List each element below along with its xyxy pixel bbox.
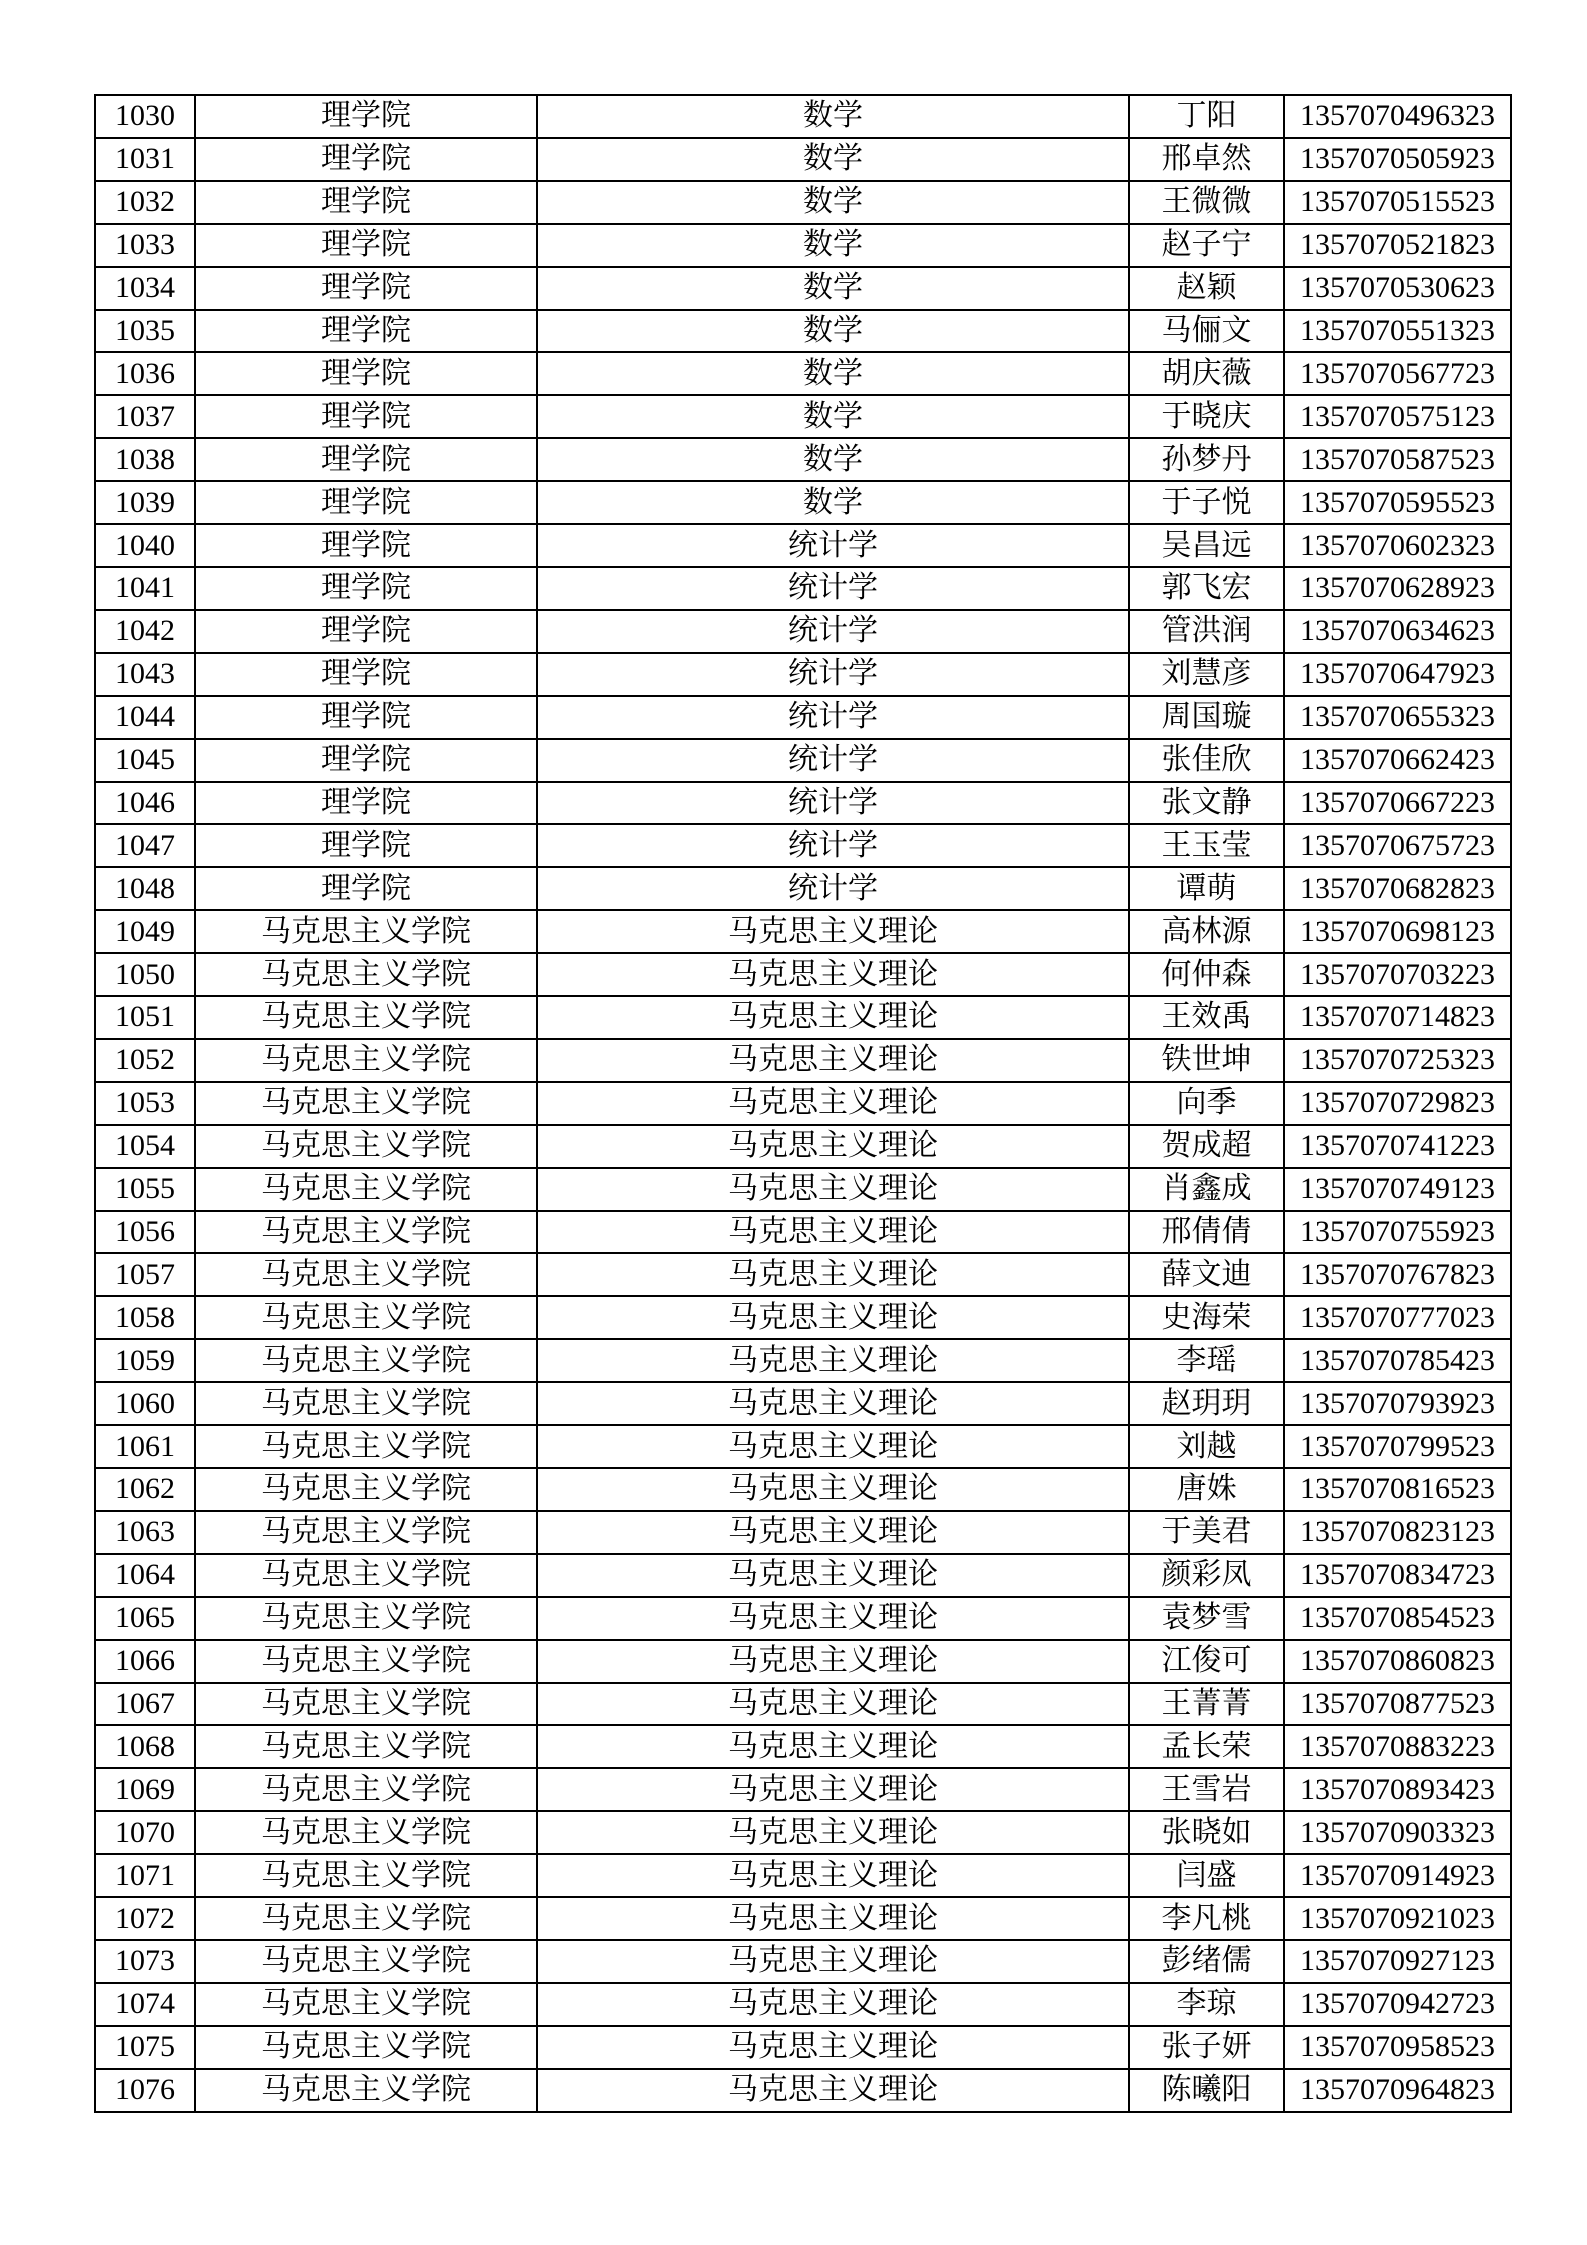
- candidate-table-body: [95, 95, 1511, 2112]
- table-row: [95, 1211, 1511, 1254]
- phone-number-cell: 1357070634623: [1284, 610, 1511, 653]
- candidate-name-cell: 铁世坤: [1129, 1039, 1284, 1082]
- candidate-name-cell: 贺成超: [1129, 1125, 1284, 1168]
- serial-number-cell: 1060: [95, 1382, 195, 1425]
- phone-number-cell: 1357070964823: [1284, 2069, 1511, 2112]
- college-cell: 理学院: [195, 181, 537, 224]
- college-cell: 理学院: [195, 567, 537, 610]
- candidate-name-cell: 胡庆薇: [1129, 352, 1284, 395]
- phone-number-cell: 1357070914923: [1284, 1854, 1511, 1897]
- phone-number-cell: 1357070575123: [1284, 395, 1511, 438]
- major-cell: 马克思主义理论: [537, 1511, 1129, 1554]
- college-cell: 理学院: [195, 610, 537, 653]
- major-cell: 马克思主义理论: [537, 1211, 1129, 1254]
- college-cell: 理学院: [195, 739, 537, 782]
- phone-number-cell: 1357070893423: [1284, 1768, 1511, 1811]
- phone-number-cell: 1357070793923: [1284, 1382, 1511, 1425]
- major-cell: 统计学: [537, 867, 1129, 910]
- phone-number-cell: 1357070777023: [1284, 1296, 1511, 1339]
- table-row: [95, 1082, 1511, 1125]
- major-cell: 马克思主义理论: [537, 1768, 1129, 1811]
- candidate-name-cell: 李瑶: [1129, 1339, 1284, 1382]
- serial-number-cell: 1062: [95, 1468, 195, 1511]
- college-cell: 马克思主义学院: [195, 1768, 537, 1811]
- candidate-name-cell: 陈曦阳: [1129, 2069, 1284, 2112]
- candidate-name-cell: 张文静: [1129, 782, 1284, 825]
- table-row: [95, 696, 1511, 739]
- candidate-name-cell: 张晓如: [1129, 1811, 1284, 1854]
- candidate-name-cell: 郭飞宏: [1129, 567, 1284, 610]
- major-cell: 马克思主义理论: [537, 1168, 1129, 1211]
- table-row: [95, 1897, 1511, 1940]
- candidate-name-cell: 彭绪儒: [1129, 1940, 1284, 1983]
- college-cell: 马克思主义学院: [195, 2069, 537, 2112]
- table-row: [95, 1125, 1511, 1168]
- phone-number-cell: 1357070682823: [1284, 867, 1511, 910]
- candidate-name-cell: 高林源: [1129, 910, 1284, 953]
- serial-number-cell: 1065: [95, 1597, 195, 1640]
- serial-number-cell: 1064: [95, 1554, 195, 1597]
- phone-number-cell: 1357070587523: [1284, 438, 1511, 481]
- phone-number-cell: 1357070714823: [1284, 996, 1511, 1039]
- serial-number-cell: 1056: [95, 1211, 195, 1254]
- major-cell: 数学: [537, 395, 1129, 438]
- college-cell: 马克思主义学院: [195, 1725, 537, 1768]
- table-row: [95, 1640, 1511, 1683]
- candidate-name-cell: 向季: [1129, 1082, 1284, 1125]
- major-cell: 马克思主义理论: [537, 1039, 1129, 1082]
- candidate-name-cell: 史海荣: [1129, 1296, 1284, 1339]
- candidate-name-cell: 张子妍: [1129, 2026, 1284, 2069]
- candidate-name-cell: 王菁菁: [1129, 1683, 1284, 1726]
- major-cell: 马克思主义理论: [537, 996, 1129, 1039]
- major-cell: 统计学: [537, 567, 1129, 610]
- serial-number-cell: 1063: [95, 1511, 195, 1554]
- candidate-name-cell: 于美君: [1129, 1511, 1284, 1554]
- serial-number-cell: 1059: [95, 1339, 195, 1382]
- candidate-name-cell: 唐姝: [1129, 1468, 1284, 1511]
- phone-number-cell: 1357070602323: [1284, 524, 1511, 567]
- serial-number-cell: 1037: [95, 395, 195, 438]
- phone-number-cell: 1357070655323: [1284, 696, 1511, 739]
- major-cell: 数学: [537, 310, 1129, 353]
- phone-number-cell: 1357070703223: [1284, 953, 1511, 996]
- college-cell: 理学院: [195, 696, 537, 739]
- serial-number-cell: 1034: [95, 267, 195, 310]
- college-cell: 马克思主义学院: [195, 1640, 537, 1683]
- major-cell: 马克思主义理论: [537, 1253, 1129, 1296]
- candidate-name-cell: 邢倩倩: [1129, 1211, 1284, 1254]
- candidate-name-cell: 张佳欣: [1129, 739, 1284, 782]
- college-cell: 马克思主义学院: [195, 1168, 537, 1211]
- major-cell: 马克思主义理论: [537, 1640, 1129, 1683]
- table-row: [95, 824, 1511, 867]
- candidate-name-cell: 李凡桃: [1129, 1897, 1284, 1940]
- phone-number-cell: 1357070785423: [1284, 1339, 1511, 1382]
- candidate-name-cell: 江俊可: [1129, 1640, 1284, 1683]
- table-row: [95, 996, 1511, 1039]
- table-row: [95, 1854, 1511, 1897]
- serial-number-cell: 1039: [95, 481, 195, 524]
- major-cell: 数学: [537, 138, 1129, 181]
- table-row: [95, 1425, 1511, 1468]
- phone-number-cell: 1357070927123: [1284, 1940, 1511, 1983]
- table-row: [95, 1039, 1511, 1082]
- candidate-name-cell: 马俪文: [1129, 310, 1284, 353]
- phone-number-cell: 1357070647923: [1284, 653, 1511, 696]
- candidate-name-cell: 闫盛: [1129, 1854, 1284, 1897]
- college-cell: 马克思主义学院: [195, 1940, 537, 1983]
- serial-number-cell: 1035: [95, 310, 195, 353]
- candidate-name-cell: 赵颖: [1129, 267, 1284, 310]
- phone-number-cell: 1357070767823: [1284, 1253, 1511, 1296]
- phone-number-cell: 1357070729823: [1284, 1082, 1511, 1125]
- candidate-name-cell: 王雪岩: [1129, 1768, 1284, 1811]
- major-cell: 统计学: [537, 610, 1129, 653]
- serial-number-cell: 1076: [95, 2069, 195, 2112]
- major-cell: 统计学: [537, 824, 1129, 867]
- serial-number-cell: 1048: [95, 867, 195, 910]
- phone-number-cell: 1357070816523: [1284, 1468, 1511, 1511]
- candidate-name-cell: 谭萌: [1129, 867, 1284, 910]
- serial-number-cell: 1046: [95, 782, 195, 825]
- table-row: [95, 181, 1511, 224]
- phone-number-cell: 1357070628923: [1284, 567, 1511, 610]
- candidate-name-cell: 于晓庆: [1129, 395, 1284, 438]
- serial-number-cell: 1031: [95, 138, 195, 181]
- college-cell: 马克思主义学院: [195, 1897, 537, 1940]
- serial-number-cell: 1041: [95, 567, 195, 610]
- table-row: [95, 310, 1511, 353]
- serial-number-cell: 1051: [95, 996, 195, 1039]
- major-cell: 马克思主义理论: [537, 953, 1129, 996]
- college-cell: 马克思主义学院: [195, 1296, 537, 1339]
- table-row: [95, 1339, 1511, 1382]
- table-row: [95, 138, 1511, 181]
- major-cell: 统计学: [537, 739, 1129, 782]
- table-row: [95, 1597, 1511, 1640]
- major-cell: 马克思主义理论: [537, 1940, 1129, 1983]
- table-row: [95, 610, 1511, 653]
- serial-number-cell: 1049: [95, 910, 195, 953]
- serial-number-cell: 1070: [95, 1811, 195, 1854]
- major-cell: 马克思主义理论: [537, 1683, 1129, 1726]
- candidate-name-cell: 孙梦丹: [1129, 438, 1284, 481]
- table-row: [95, 567, 1511, 610]
- major-cell: 数学: [537, 224, 1129, 267]
- college-cell: 马克思主义学院: [195, 1854, 537, 1897]
- table-row: [95, 1168, 1511, 1211]
- college-cell: 马克思主义学院: [195, 1425, 537, 1468]
- phone-number-cell: 1357070521823: [1284, 224, 1511, 267]
- major-cell: 马克思主义理论: [537, 1082, 1129, 1125]
- college-cell: 马克思主义学院: [195, 1339, 537, 1382]
- major-cell: 数学: [537, 352, 1129, 395]
- candidate-name-cell: 周国璇: [1129, 696, 1284, 739]
- phone-number-cell: 1357070741223: [1284, 1125, 1511, 1168]
- table-row: [95, 481, 1511, 524]
- table-row: [95, 1296, 1511, 1339]
- college-cell: 理学院: [195, 524, 537, 567]
- serial-number-cell: 1066: [95, 1640, 195, 1683]
- college-cell: 马克思主义学院: [195, 1811, 537, 1854]
- phone-number-cell: 1357070749123: [1284, 1168, 1511, 1211]
- table-row: [95, 739, 1511, 782]
- table-row: [95, 1253, 1511, 1296]
- serial-number-cell: 1032: [95, 181, 195, 224]
- table-row: [95, 953, 1511, 996]
- serial-number-cell: 1069: [95, 1768, 195, 1811]
- college-cell: 理学院: [195, 138, 537, 181]
- table-row: [95, 653, 1511, 696]
- phone-number-cell: 1357070675723: [1284, 824, 1511, 867]
- major-cell: 马克思主义理论: [537, 1597, 1129, 1640]
- serial-number-cell: 1061: [95, 1425, 195, 1468]
- college-cell: 理学院: [195, 310, 537, 353]
- serial-number-cell: 1044: [95, 696, 195, 739]
- major-cell: 数学: [537, 438, 1129, 481]
- table-row: [95, 867, 1511, 910]
- serial-number-cell: 1058: [95, 1296, 195, 1339]
- candidate-name-cell: 于子悦: [1129, 481, 1284, 524]
- college-cell: 理学院: [195, 352, 537, 395]
- phone-number-cell: 1357070860823: [1284, 1640, 1511, 1683]
- candidate-name-cell: 赵玥玥: [1129, 1382, 1284, 1425]
- table-row: [95, 910, 1511, 953]
- table-row: [95, 2026, 1511, 2069]
- major-cell: 马克思主义理论: [537, 1296, 1129, 1339]
- major-cell: 数学: [537, 95, 1129, 138]
- serial-number-cell: 1053: [95, 1082, 195, 1125]
- serial-number-cell: 1067: [95, 1683, 195, 1726]
- major-cell: 统计学: [537, 696, 1129, 739]
- serial-number-cell: 1074: [95, 1983, 195, 2026]
- table-row: [95, 1768, 1511, 1811]
- candidate-table: [94, 94, 1512, 2113]
- major-cell: 统计学: [537, 524, 1129, 567]
- candidate-name-cell: 王微微: [1129, 181, 1284, 224]
- college-cell: 马克思主义学院: [195, 1468, 537, 1511]
- college-cell: 马克思主义学院: [195, 1597, 537, 1640]
- table-row: [95, 438, 1511, 481]
- college-cell: 理学院: [195, 395, 537, 438]
- candidate-name-cell: 孟长荣: [1129, 1725, 1284, 1768]
- phone-number-cell: 1357070755923: [1284, 1211, 1511, 1254]
- table-row: [95, 395, 1511, 438]
- table-row: [95, 2069, 1511, 2112]
- major-cell: 马克思主义理论: [537, 2026, 1129, 2069]
- major-cell: 马克思主义理论: [537, 1725, 1129, 1768]
- candidate-name-cell: 颜彩凤: [1129, 1554, 1284, 1597]
- table-row: [95, 95, 1511, 138]
- phone-number-cell: 1357070942723: [1284, 1983, 1511, 2026]
- major-cell: 马克思主义理论: [537, 1811, 1129, 1854]
- phone-number-cell: 1357070834723: [1284, 1554, 1511, 1597]
- college-cell: 马克思主义学院: [195, 996, 537, 1039]
- table-row: [95, 1983, 1511, 2026]
- candidate-name-cell: 何仲森: [1129, 953, 1284, 996]
- college-cell: 马克思主义学院: [195, 1382, 537, 1425]
- college-cell: 马克思主义学院: [195, 1253, 537, 1296]
- college-cell: 马克思主义学院: [195, 910, 537, 953]
- serial-number-cell: 1040: [95, 524, 195, 567]
- candidate-name-cell: 吴昌远: [1129, 524, 1284, 567]
- serial-number-cell: 1068: [95, 1725, 195, 1768]
- phone-number-cell: 1357070725323: [1284, 1039, 1511, 1082]
- table-row: [95, 1811, 1511, 1854]
- college-cell: 理学院: [195, 824, 537, 867]
- phone-number-cell: 1357070854523: [1284, 1597, 1511, 1640]
- major-cell: 马克思主义理论: [537, 1983, 1129, 2026]
- major-cell: 马克思主义理论: [537, 1382, 1129, 1425]
- table-row: [95, 1683, 1511, 1726]
- serial-number-cell: 1036: [95, 352, 195, 395]
- phone-number-cell: 1357070823123: [1284, 1511, 1511, 1554]
- major-cell: 数学: [537, 181, 1129, 224]
- serial-number-cell: 1075: [95, 2026, 195, 2069]
- table-row: [95, 1468, 1511, 1511]
- table-row: [95, 352, 1511, 395]
- college-cell: 马克思主义学院: [195, 1125, 537, 1168]
- phone-number-cell: 1357070505923: [1284, 138, 1511, 181]
- serial-number-cell: 1054: [95, 1125, 195, 1168]
- college-cell: 马克思主义学院: [195, 1039, 537, 1082]
- phone-number-cell: 1357070877523: [1284, 1683, 1511, 1726]
- phone-number-cell: 1357070530623: [1284, 267, 1511, 310]
- table-row: [95, 524, 1511, 567]
- phone-number-cell: 1357070799523: [1284, 1425, 1511, 1468]
- serial-number-cell: 1042: [95, 610, 195, 653]
- serial-number-cell: 1071: [95, 1854, 195, 1897]
- major-cell: 数学: [537, 481, 1129, 524]
- college-cell: 马克思主义学院: [195, 1082, 537, 1125]
- major-cell: 马克思主义理论: [537, 1339, 1129, 1382]
- college-cell: 理学院: [195, 95, 537, 138]
- candidate-name-cell: 王效禹: [1129, 996, 1284, 1039]
- serial-number-cell: 1072: [95, 1897, 195, 1940]
- table-row: [95, 1554, 1511, 1597]
- major-cell: 马克思主义理论: [537, 1468, 1129, 1511]
- phone-number-cell: 1357070551323: [1284, 310, 1511, 353]
- college-cell: 理学院: [195, 481, 537, 524]
- phone-number-cell: 1357070958523: [1284, 2026, 1511, 2069]
- candidate-name-cell: 刘慧彦: [1129, 653, 1284, 696]
- phone-number-cell: 1357070595523: [1284, 481, 1511, 524]
- serial-number-cell: 1057: [95, 1253, 195, 1296]
- major-cell: 数学: [537, 267, 1129, 310]
- college-cell: 马克思主义学院: [195, 2026, 537, 2069]
- candidate-name-cell: 赵子宁: [1129, 224, 1284, 267]
- phone-number-cell: 1357070698123: [1284, 910, 1511, 953]
- college-cell: 马克思主义学院: [195, 1683, 537, 1726]
- college-cell: 马克思主义学院: [195, 1211, 537, 1254]
- college-cell: 马克思主义学院: [195, 953, 537, 996]
- college-cell: 理学院: [195, 267, 537, 310]
- candidate-name-cell: 王玉莹: [1129, 824, 1284, 867]
- serial-number-cell: 1045: [95, 739, 195, 782]
- table-row: [95, 1382, 1511, 1425]
- phone-number-cell: 1357070903323: [1284, 1811, 1511, 1854]
- candidate-name-cell: 刘越: [1129, 1425, 1284, 1468]
- serial-number-cell: 1055: [95, 1168, 195, 1211]
- candidate-name-cell: 李琼: [1129, 1983, 1284, 2026]
- serial-number-cell: 1050: [95, 953, 195, 996]
- major-cell: 统计学: [537, 782, 1129, 825]
- phone-number-cell: 1357070667223: [1284, 782, 1511, 825]
- college-cell: 理学院: [195, 653, 537, 696]
- candidate-name-cell: 丁阳: [1129, 95, 1284, 138]
- college-cell: 理学院: [195, 438, 537, 481]
- serial-number-cell: 1052: [95, 1039, 195, 1082]
- college-cell: 马克思主义学院: [195, 1554, 537, 1597]
- serial-number-cell: 1047: [95, 824, 195, 867]
- major-cell: 马克思主义理论: [537, 1125, 1129, 1168]
- major-cell: 马克思主义理论: [537, 910, 1129, 953]
- candidate-name-cell: 袁梦雪: [1129, 1597, 1284, 1640]
- phone-number-cell: 1357070883223: [1284, 1725, 1511, 1768]
- table-row: [95, 1511, 1511, 1554]
- college-cell: 马克思主义学院: [195, 1511, 537, 1554]
- college-cell: 理学院: [195, 224, 537, 267]
- major-cell: 马克思主义理论: [537, 1897, 1129, 1940]
- candidate-name-cell: 邢卓然: [1129, 138, 1284, 181]
- phone-number-cell: 1357070567723: [1284, 352, 1511, 395]
- major-cell: 马克思主义理论: [537, 2069, 1129, 2112]
- college-cell: 理学院: [195, 782, 537, 825]
- major-cell: 马克思主义理论: [537, 1425, 1129, 1468]
- serial-number-cell: 1073: [95, 1940, 195, 1983]
- candidate-name-cell: 管洪润: [1129, 610, 1284, 653]
- candidate-name-cell: 薛文迪: [1129, 1253, 1284, 1296]
- college-cell: 马克思主义学院: [195, 1983, 537, 2026]
- major-cell: 统计学: [537, 653, 1129, 696]
- table-row: [95, 1940, 1511, 1983]
- phone-number-cell: 1357070662423: [1284, 739, 1511, 782]
- table-row: [95, 782, 1511, 825]
- phone-number-cell: 1357070496323: [1284, 95, 1511, 138]
- phone-number-cell: 1357070515523: [1284, 181, 1511, 224]
- serial-number-cell: 1043: [95, 653, 195, 696]
- table-row: [95, 224, 1511, 267]
- table-row: [95, 267, 1511, 310]
- serial-number-cell: 1030: [95, 95, 195, 138]
- major-cell: 马克思主义理论: [537, 1554, 1129, 1597]
- college-cell: 理学院: [195, 867, 537, 910]
- phone-number-cell: 1357070921023: [1284, 1897, 1511, 1940]
- major-cell: 马克思主义理论: [537, 1854, 1129, 1897]
- serial-number-cell: 1038: [95, 438, 195, 481]
- candidate-name-cell: 肖鑫成: [1129, 1168, 1284, 1211]
- serial-number-cell: 1033: [95, 224, 195, 267]
- table-row: [95, 1725, 1511, 1768]
